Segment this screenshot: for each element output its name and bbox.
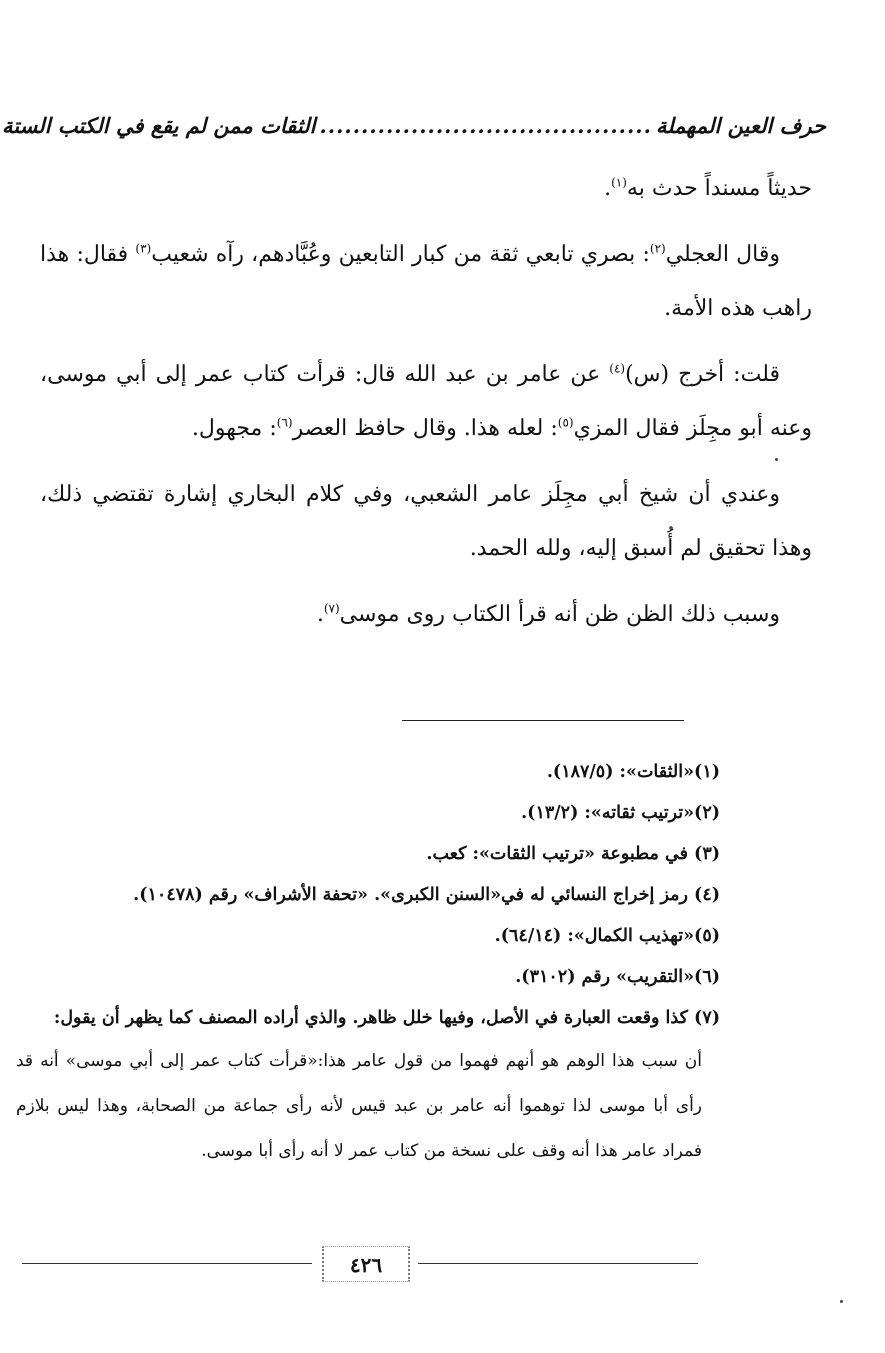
- stray-dot: [775, 458, 778, 461]
- paragraph-2: [40, 228, 812, 336]
- paragraph-text: قلت: أخرج (س): [625, 362, 780, 387]
- page-number: ٤٢٦: [322, 1246, 410, 1282]
- paragraph-text: حديثاً مسنداً حدث به: [626, 176, 812, 201]
- footnote-ref: (٧): [323, 601, 340, 616]
- main-text: [40, 162, 812, 654]
- paragraph-text: : لعله هذا. وقال حافظ العصر: [292, 416, 558, 441]
- paragraph-5: [40, 588, 812, 642]
- footnote-ref: (٣): [135, 241, 152, 256]
- header-chapter-title: حرف العين المهملة: [655, 113, 826, 138]
- paragraph-text: عن عامر بن عبد الله قال: قرأت كتاب عمر إلى أبي موسى، وعنه أبو مجِلَز فقال المزي: [40, 362, 812, 441]
- header-section-title: الثقات ممن لم يقع في الكتب الستة: [1, 113, 316, 138]
- paragraph-text: وسبب ذلك الظن ظن أنه قرأ الكتاب روى موسى: [339, 602, 780, 627]
- paragraph-1: [40, 162, 812, 216]
- footnote-ref: (١): [611, 175, 627, 190]
- paragraph-text: فقال: هذا راهب هذه الأمة.: [40, 242, 812, 321]
- paragraph-text: : مجهول.: [191, 416, 277, 441]
- footnote-5: (٥)«تهذيب الكمال»: (٦٤/١٤).: [494, 926, 720, 946]
- running-header: [1, 106, 826, 146]
- footnotes: [16, 752, 720, 1174]
- paragraph-text: وقال العجلي: [665, 242, 780, 267]
- footnote-6: (٦)«التقريب» رقم (٣١٠٢).: [515, 967, 720, 987]
- paragraph-4: وعندي أن شيخ أبي مجِلَز عامر الشعبي، وفي كلام البخاري إشارة تقتضي ذلك، وهذا تحقيق لم أُسبق إليه، ولله الحمد.: [40, 482, 812, 561]
- footnote-2: (٢)«ترتيب ثقاته»: (١٣/٢).: [521, 803, 720, 823]
- footnote-7: (٧) كذا وقعت العبارة في الأصل، وفيها خلل ظاهر. والذي أراده المصنف كما يظهر أن يقول:: [53, 1008, 720, 1028]
- footnote-separator: [402, 720, 684, 721]
- footnote-3: (٣) في مطبوعة «ترتيب الثقات»: كعب.: [426, 844, 720, 864]
- footnote-ref: (٤): [609, 361, 626, 376]
- bottom-rule-left: [22, 1263, 312, 1264]
- bottom-rule-right: [418, 1263, 698, 1264]
- footnote-ref: (٦): [276, 415, 293, 430]
- paragraph-text: .: [604, 176, 612, 201]
- stray-dot: [840, 1300, 843, 1303]
- footnote-ref: (٥): [557, 415, 574, 430]
- paragraph-text: : بصري تابعي ثقة من كبار التابعين وعُبَّادهم، رآه شعيب: [151, 242, 650, 267]
- paragraph-3: [40, 348, 812, 456]
- header-dots: ........................................: [319, 113, 652, 138]
- footnote-1: (١)«الثقات»: (١٨٧/٥).: [546, 762, 720, 782]
- footnote-4: (٤) رمز إخراج النسائي له في«السنن الكبرى». «تحفة الأشراف» رقم (١٠٤٧٨).: [133, 885, 720, 905]
- footnote-7-continuation: أن سبب هذا الوهم هو أنهم فهموا من قول عامر هذا:«قرأت كتاب عمر إلى أبي موسى» أنه قد رأى أبا موسى لذا توهموا أنه عامر بن عبد قيس لأنه رأى جماعة من الصحابة، وهذا ليس بلازم فمراد عامر هذا أنه وقف على نسخة من كتاب عمر لا أنه رأى أبا موسى.: [16, 1051, 702, 1161]
- footnote-ref: (٢): [649, 241, 666, 256]
- paragraph-text: .: [316, 602, 324, 627]
